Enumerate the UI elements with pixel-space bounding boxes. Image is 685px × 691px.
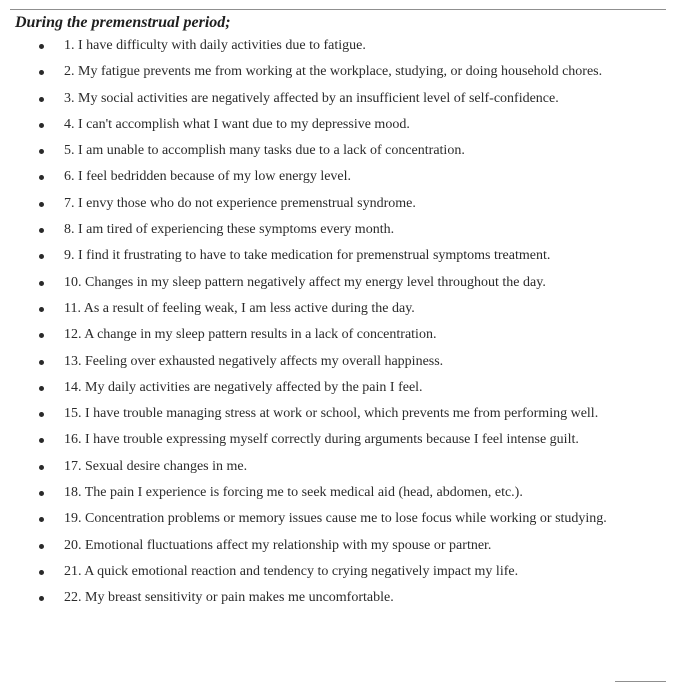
bullet-icon <box>39 254 44 259</box>
bullet-icon <box>39 491 44 496</box>
list-item-text: 9. I find it frustrating to have to take medication for premenstrual symptoms treatment. <box>64 248 551 264</box>
bullet-icon <box>39 228 44 233</box>
bullet-icon <box>39 438 44 443</box>
list-item <box>0 485 685 501</box>
bullet-icon <box>39 97 44 102</box>
list-item <box>0 354 685 370</box>
section-heading: During the premenstrual period; <box>15 14 231 31</box>
bullet-icon <box>39 465 44 470</box>
list-item <box>0 327 685 343</box>
list-item <box>0 564 685 580</box>
list-item-text: 19. Concentration problems or memory issues cause me to lose focus while working or studying. <box>64 511 607 527</box>
bullet-icon <box>39 570 44 575</box>
list-item <box>0 91 685 107</box>
list-item-text: 5. I am unable to accomplish many tasks due to a lack of concentration. <box>64 143 465 159</box>
list-item-text: 17. Sexual desire changes in me. <box>64 458 248 474</box>
bullet-icon <box>39 307 44 312</box>
list-item-text: 8. I am tired of experiencing these symptoms every month. <box>64 222 395 238</box>
list-item <box>0 538 685 554</box>
list-item <box>0 38 685 54</box>
list-item-text: 16. I have trouble expressing myself correctly during arguments because I feel intense guilt. <box>64 432 579 448</box>
bullet-icon <box>39 149 44 154</box>
list-item <box>0 380 685 396</box>
bullet-icon <box>39 544 44 549</box>
list-item-text: 10. Changes in my sleep pattern negatively affect my energy level throughout the day. <box>64 274 546 290</box>
bullet-icon <box>39 44 44 49</box>
list-item-text: 15. I have trouble managing stress at work or school, which prevents me from performing well. <box>64 406 599 422</box>
list-item <box>0 64 685 80</box>
list-item <box>0 301 685 317</box>
list-item <box>0 432 685 448</box>
list-item-text: 3. My social activities are negatively affected by an insufficient level of self-confidence. <box>64 90 559 106</box>
top-divider <box>10 9 666 10</box>
list-item <box>0 169 685 185</box>
list-item-text: 21. A quick emotional reaction and tendency to crying negatively impact my life. <box>64 563 519 579</box>
bullet-icon <box>39 412 44 417</box>
list-item <box>0 196 685 212</box>
list-item-text: 14. My daily activities are negatively affected by the pain I feel. <box>64 379 423 395</box>
list-item <box>0 511 685 527</box>
bullet-icon <box>39 202 44 207</box>
list-item-text: 12. A change in my sleep pattern results in a lack of concentration. <box>64 327 437 343</box>
list-item-text: 2. My fatigue prevents me from working at the workplace, studying, or doing household chores. <box>64 64 603 80</box>
bullet-icon <box>39 596 44 601</box>
list-item <box>0 406 685 422</box>
list-item <box>0 117 685 133</box>
bullet-icon <box>39 70 44 75</box>
list-item-text: 11. As a result of feeling weak, I am less active during the day. <box>64 300 415 316</box>
list-item-text: 4. I can't accomplish what I want due to my depressive mood. <box>64 116 410 132</box>
list-item-text: 20. Emotional fluctuations affect my relationship with my spouse or partner. <box>64 537 492 553</box>
list-item-text: 22. My breast sensitivity or pain makes me uncomfortable. <box>64 590 394 606</box>
list-item <box>0 590 685 606</box>
bullet-icon <box>39 333 44 338</box>
bullet-icon <box>39 175 44 180</box>
bullet-icon <box>39 517 44 522</box>
list-item <box>0 222 685 238</box>
bullet-icon <box>39 360 44 365</box>
list-item-text: 7. I envy those who do not experience premenstrual syndrome. <box>64 195 416 211</box>
list-item <box>0 143 685 159</box>
list-item-text: 1. I have difficulty with daily activities due to fatigue. <box>64 38 366 53</box>
list-item <box>0 459 685 475</box>
list-item-text: 13. Feeling over exhausted negatively affects my overall happiness. <box>64 353 444 369</box>
bullet-icon <box>39 281 44 286</box>
bullet-icon <box>39 123 44 128</box>
list-item-text: 18. The pain I experience is forcing me to seek medical aid (head, abdomen, etc.). <box>64 485 523 501</box>
list-item <box>0 275 685 291</box>
bottom-divider <box>615 681 666 682</box>
bullet-icon <box>39 386 44 391</box>
list-item <box>0 248 685 264</box>
list-item-text: 6. I feel bedridden because of my low energy level. <box>64 169 352 185</box>
item-list <box>0 38 685 617</box>
